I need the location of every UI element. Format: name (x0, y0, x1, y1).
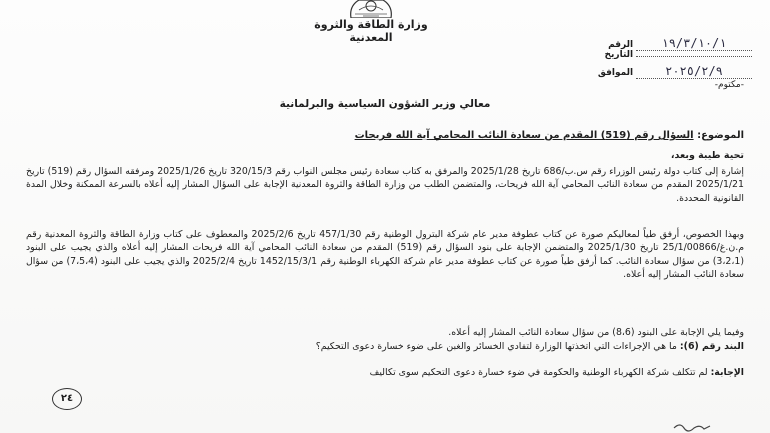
page-number-badge: ٢٤ (52, 388, 82, 410)
question-label: البند رقم (6): (679, 341, 744, 352)
answer-item (26, 366, 744, 379)
classification-label: -مكتوم- (714, 80, 744, 90)
date-label: التاريخ (604, 50, 634, 60)
hijri-date-row (593, 64, 756, 78)
answer-text: لم تتكلف شركة الكهرباء الوطنية والحكومة في ضوء خسارة دعوى التحكيم سوى تكاليف (369, 367, 708, 378)
date-value (636, 56, 752, 57)
subject-text: السؤال رقم (519) المقدم من سعادة النائب المحامي آية الله فريحات (354, 130, 694, 141)
reference-row (593, 36, 756, 50)
reference-value: ١٩/٣/١٠/١ (636, 36, 752, 51)
hijri-date-label: الموافق (597, 68, 634, 78)
reference-block (576, 36, 756, 82)
question-text: ما هي الإجراءات التي اتخذتها الوزارة لتفادي الخسائر والغبن على ضوء خسارة دعوى التحكيم؟ (315, 341, 677, 352)
paragraph-1: إشارة إلى كتاب دولة رئيس الوزراء رقم س.ب/686 تاريخ 2025/1/28 والمرفق به كتاب سعادة رئيس مجلس النواب رقم 320/15/3 تاريخ 2025/1/26 ومرفقه السؤال رقم (519) تاريخ 2025/1/21 المقدم من سعادة النائب المحامي آية الله فريحات، والمتضمن الطلب من وزارة الطاقة والثروة المعدنية الإجابة على السؤال المشار إليه أعلاه بالسرعة الممكنة وخلال المدة القانونية المحددة. (26, 166, 744, 204)
question-item (26, 340, 744, 353)
reference-label: الرقم (608, 40, 634, 50)
recipient-line: معالي وزير الشؤون السياسية والبرلمانية (279, 98, 491, 110)
subject-label: الموضوع: (697, 130, 744, 141)
handwritten-mark-icon (672, 420, 712, 432)
coat-of-arms-icon (345, 0, 397, 18)
greeting: تحية طيبة وبعد، (670, 150, 744, 161)
answer-label: الإجابة: (710, 367, 744, 378)
hijri-date-value: ٢٠٢٥/٢/٩ (636, 64, 752, 79)
paragraph-3: وفيما يلي الإجابة على البنود (8،6) من سؤال سعادة النائب المشار إليه أعلاه. (448, 327, 744, 338)
ministry-name: وزارة الطاقة والثروة المعدنية (314, 18, 428, 44)
subject-line (24, 130, 744, 141)
paragraph-2: وبهذا الخصوص، أرفق طياً لمعاليكم صورة عن كتاب عطوفة مدير عام شركة البترول الوطنية رقم 457/1/30 تاريخ 2025/2/6 والمعطوف على كتاب وزارة الطاقة والثروة المعدنية رقم م.ن.غ/25/1/00866 تاريخ 2025/1/30 والمتضمن الإجابة على بنود السؤال رقم (519) المقدم من سعادة النائب المحامي آية الله فريحات المشار إليه أعلاه والذي يجيب على البنود (3،2،1) من سؤال سعادة النائب. كما أرفق طياً صورة عن كتاب عطوفة مدير عام شركة الكهرباء الوطنية رقم 1452/15/3/1 تاريخ 2025/2/4 والذي يجيب على البنود (7،5،4) من سؤال سعادة النائب المشار إليه أعلاه. (26, 229, 745, 280)
date-row (593, 50, 756, 64)
